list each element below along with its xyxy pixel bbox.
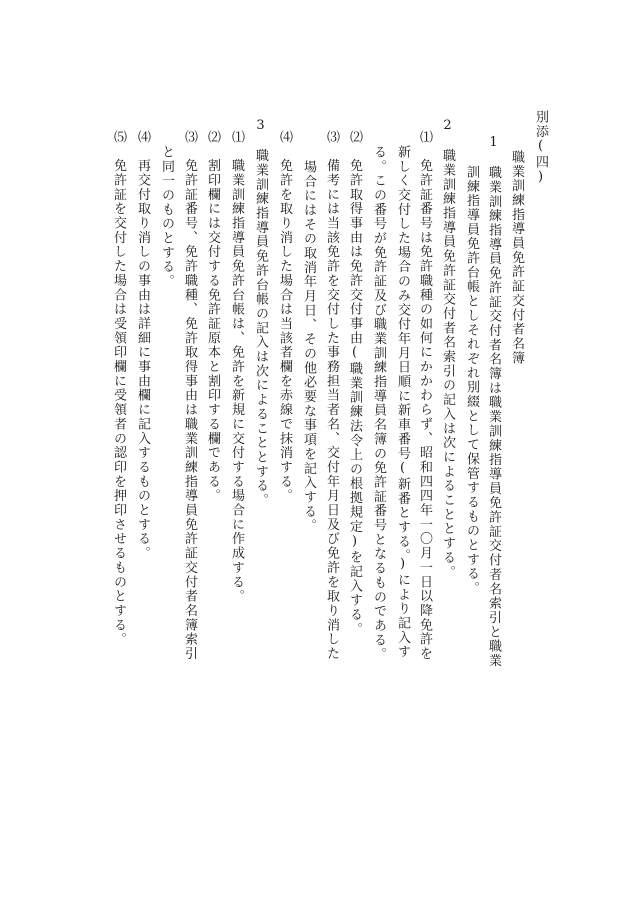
section-2-item-1-line-3: る。この番号が免許証及び職業訓練指導員名簿の免許証番号となるものである。 <box>371 145 386 662</box>
section-3-item-2: ⑵ 割印欄には交付する免許証原本と割印する欄である。 <box>205 130 220 504</box>
section-2-item-4: ⑷ 免許を取り消した場合は当該者欄を赤線で抹消する。 <box>277 130 292 504</box>
section-3-item-3-line-2: と同一のものとする。 <box>159 145 174 289</box>
section-2-heading: 2 職業訓練指導員免許証交付者名索引の記入は次によることとする。 <box>440 118 455 580</box>
document-title: 職業訓練指導員免許証交付者名簿 <box>509 150 524 366</box>
section-2-item-1-line-2: 新しく交付した場合のみ交付年月日順に新車番号(新番とする。)により記入す <box>395 145 410 660</box>
section-3-heading: 3 職業訓練指導員免許台帳の記入は次によることとする。 <box>253 118 268 508</box>
section-2-item-2: ⑵ 免許取得事由は免許交付事由(職業訓練法令上の根拠規定)を記入する。 <box>347 130 362 637</box>
section-3-item-1: ⑴ 職業訓練指導員免許台帳は、免許を新規に交付する場合に作成する。 <box>229 130 244 604</box>
section-1-line-1: 1 職業訓練指導員免許証交付者名簿は職業訓練指導員免許証交付者名索引と職業 <box>486 135 501 668</box>
section-2-item-1-line-1: ⑴ 免許証番号は免許職種の如何にかかわらず、昭和四四年一〇月一日以降免許を <box>417 130 432 661</box>
section-1-line-2: 訓練指導員免許台帳としそれぞれ別綴として保管するものとする。 <box>464 165 479 596</box>
section-3-item-5: ⑸ 免許証を交付した場合は受領印欄に受領者の認印を押印させるものとする。 <box>111 130 126 647</box>
section-3-item-3-line-1: ⑶ 免許証番号、免許職種、免許取得事由は職業訓練指導員免許証交付者名簿索引 <box>182 130 197 661</box>
section-3-item-4: ⑷ 再交付取り消しの事由は詳細に事由欄に記入するものとする。 <box>135 130 150 561</box>
section-2-item-3-line-1: ⑶ 備考には当該免許を交付した事務担当者名、交付年月日及び免許を取り消した <box>324 130 339 661</box>
attachment-label: 別添(四) <box>533 110 548 186</box>
section-2-item-3-line-2: 場合にはその取消年月日、その他必要な事項を記入する。 <box>301 160 316 534</box>
